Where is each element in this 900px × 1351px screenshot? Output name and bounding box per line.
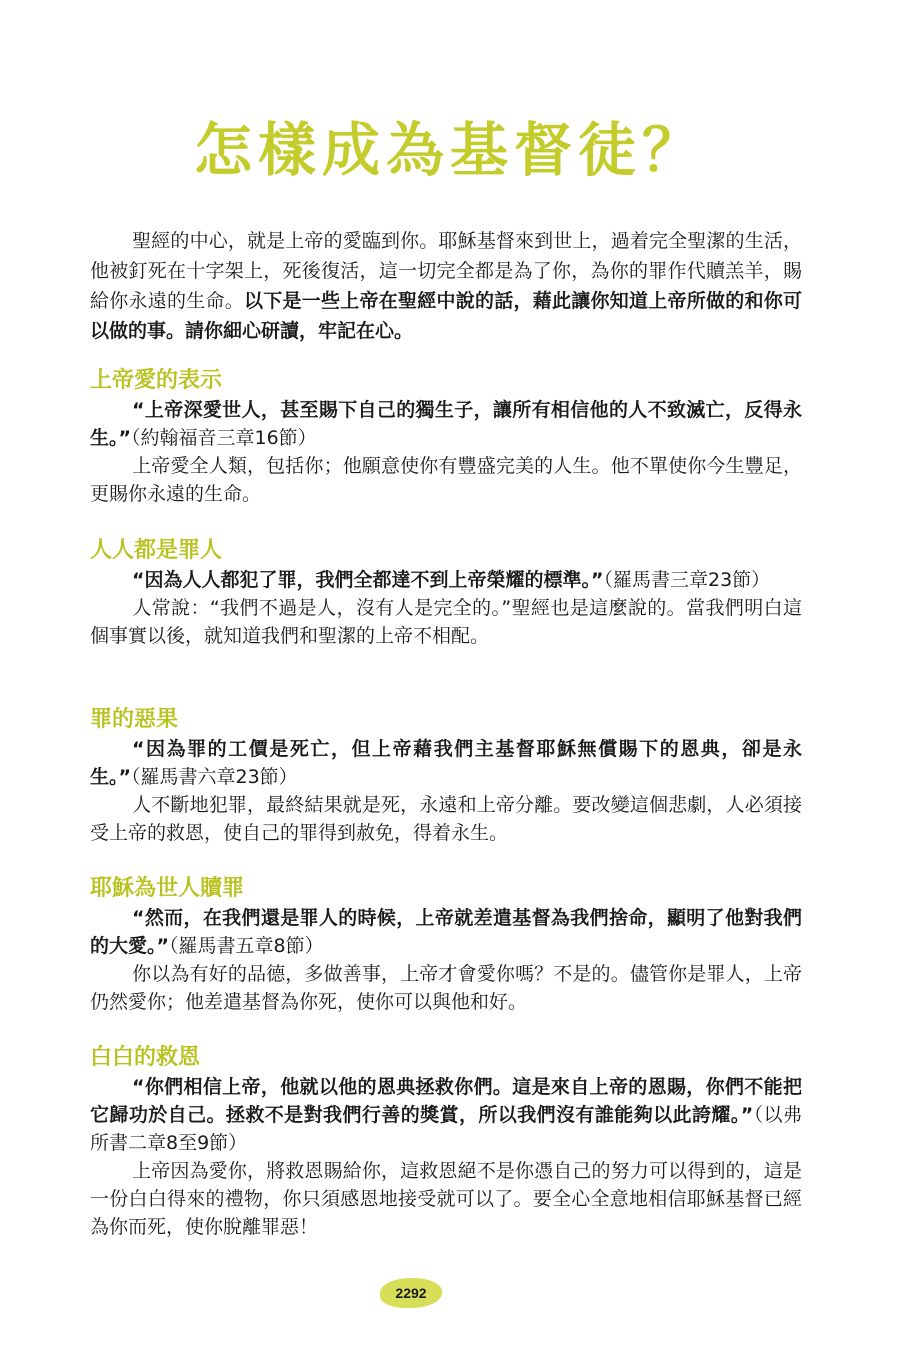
scripture-reference: （羅馬書六章23節） xyxy=(131,766,298,788)
section-body: 你以為有好的品德，多做善事，上帝才會愛你嗎？不是的。儘管你是罪人，上帝仍然愛你；他差遣基督為你死，使你可以與他和好。 xyxy=(90,963,802,1013)
section-gods-love xyxy=(90,366,802,508)
section-heading: 人人都是罪人 xyxy=(90,538,223,563)
scripture-reference: （羅馬書五章8節） xyxy=(169,935,324,957)
section-heading: 罪的惡果 xyxy=(90,707,179,732)
intro-paragraph xyxy=(90,226,802,346)
section-body: 人不斷地犯罪，最終結果就是死，永遠和上帝分離。要改變這個悲劇，人必須接受上帝的救恩，使自己的罪得到赦免，得着永生。 xyxy=(90,794,802,844)
page-number: 2292 xyxy=(395,1285,427,1301)
scripture-quote: “然而，在我們還是罪人的時候，上帝就差遣基督為我們捨命，顯明了他對我們的大愛。”（羅馬書五章8節） xyxy=(90,907,802,957)
section-body: 人常說：“我們不過是人，沒有人是完全的。”聖經也是這麼說的。當我們明白這個事實以後，就知道我們和聖潔的上帝不相配。 xyxy=(90,597,802,647)
section-all-sinners xyxy=(90,536,802,650)
scripture-reference: （以弗所書二章8至9節） xyxy=(90,1104,802,1154)
section-free-salvation xyxy=(90,1043,802,1241)
section-heading: 白白的救恩 xyxy=(90,1045,201,1070)
scripture-reference: （羅馬書三章23節） xyxy=(603,569,771,591)
intro-text: 聖經的中心，就是上帝的愛臨到你。耶穌基督來到世上，過着完全聖潔的生活，他被釘死在十字架上，死後復活，這一切完全都是為了你，為你的罪作代贖羔羊，賜給你永遠的生命。 xyxy=(90,230,802,312)
section-consequence-of-sin xyxy=(90,705,802,847)
scripture-quote: “上帝深愛世人，甚至賜下自己的獨生子，讓所有相信他的人不致滅亡，反得永生。”（約翰福音三章16節） xyxy=(90,399,802,449)
scripture-quote: “你們相信上帝，他就以他的恩典拯救你們。這是來自上帝的恩賜，你們不能把它歸功於自己。拯救不是對我們行善的獎賞，所以我們沒有誰能夠以此誇耀。”（以弗所書二章8至9節） xyxy=(90,1076,802,1154)
scripture-quote: “因為罪的工價是死亡，但上帝藉我們主基督耶穌無償賜下的恩典，卻是永生。”（羅馬書六章23節） xyxy=(90,738,802,788)
section-body: 上帝因為愛你，將救恩賜給你，這救恩絕不是你憑自己的努力可以得到的，這是一份白白得來的禮物，你只須感恩地接受就可以了。要全心全意地相信耶穌基督已經為你而死，使你脫離罪惡！ xyxy=(90,1160,802,1238)
scripture-quote: “因為人人都犯了罪，我們全都達不到上帝榮耀的標準。”（羅馬書三章23節） xyxy=(132,569,771,591)
page-number-badge xyxy=(380,1278,442,1308)
section-body: 上帝愛全人類，包括你；他願意使你有豐盛完美的人生。他不單使你今生豐足，更賜你永遠的生命。 xyxy=(90,455,802,505)
section-heading: 上帝愛的表示 xyxy=(90,368,223,393)
section-heading: 耶穌為世人贖罪 xyxy=(90,876,245,901)
section-jesus-redeems xyxy=(90,874,802,1016)
intro-bold-text: 以下是一些上帝在聖經中說的話，藉此讓你知道上帝所做的和你可以做的事。請你細心研讀，牢記在心。 xyxy=(90,290,802,342)
page-title: 怎樣成為基督徒？ xyxy=(193,116,706,184)
scripture-reference: （約翰福音三章16節） xyxy=(131,427,317,449)
